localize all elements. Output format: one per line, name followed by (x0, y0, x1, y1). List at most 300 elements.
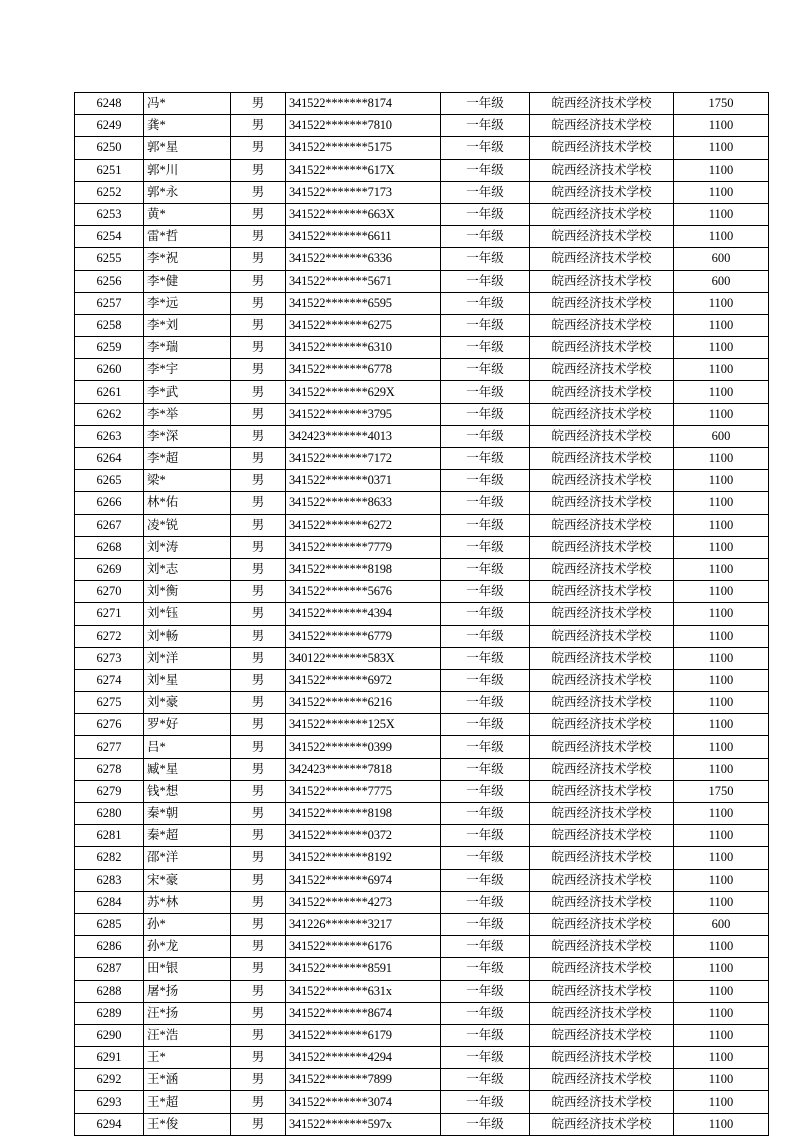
cell-name: 李*宇 (144, 359, 231, 381)
cell-sequence: 6286 (75, 936, 144, 958)
cell-school: 皖西经济技术学校 (530, 847, 674, 869)
cell-grade: 一年级 (441, 403, 530, 425)
cell-grade: 一年级 (441, 825, 530, 847)
cell-gender: 男 (231, 337, 286, 359)
table-row (75, 891, 769, 913)
cell-amount: 1100 (674, 292, 769, 314)
cell-grade: 一年级 (441, 714, 530, 736)
cell-id-number: 341522*******6272 (286, 514, 441, 536)
cell-id-number: 341522*******7172 (286, 448, 441, 470)
table-row (75, 625, 769, 647)
cell-gender: 男 (231, 470, 286, 492)
cell-sequence: 6275 (75, 692, 144, 714)
cell-school: 皖西经济技术学校 (530, 913, 674, 935)
table-row (75, 736, 769, 758)
cell-sequence: 6270 (75, 581, 144, 603)
cell-id-number: 341522*******6310 (286, 337, 441, 359)
cell-school: 皖西经济技术学校 (530, 203, 674, 225)
cell-name: 苏*林 (144, 891, 231, 913)
cell-sequence: 6251 (75, 159, 144, 181)
cell-sequence: 6272 (75, 625, 144, 647)
cell-sequence: 6258 (75, 314, 144, 336)
cell-name: 刘*志 (144, 558, 231, 580)
cell-grade: 一年级 (441, 203, 530, 225)
cell-school: 皖西经济技术学校 (530, 137, 674, 159)
cell-amount: 1100 (674, 1113, 769, 1135)
cell-sequence: 6266 (75, 492, 144, 514)
cell-amount: 1100 (674, 1002, 769, 1024)
table-row (75, 1002, 769, 1024)
cell-sequence: 6280 (75, 803, 144, 825)
cell-sequence: 6249 (75, 115, 144, 137)
cell-grade: 一年级 (441, 758, 530, 780)
table-row (75, 647, 769, 669)
cell-school: 皖西经济技术学校 (530, 159, 674, 181)
cell-sequence: 6281 (75, 825, 144, 847)
table-row (75, 115, 769, 137)
table-row (75, 780, 769, 802)
cell-gender: 男 (231, 1047, 286, 1069)
cell-id-number: 341522*******6275 (286, 314, 441, 336)
table-row (75, 381, 769, 403)
cell-grade: 一年级 (441, 470, 530, 492)
cell-gender: 男 (231, 203, 286, 225)
cell-amount: 1100 (674, 159, 769, 181)
cell-amount: 1100 (674, 1024, 769, 1046)
cell-school: 皖西经济技术学校 (530, 1047, 674, 1069)
table-row (75, 803, 769, 825)
table-body (75, 93, 769, 1136)
cell-gender: 男 (231, 558, 286, 580)
cell-name: 田*银 (144, 958, 231, 980)
cell-gender: 男 (231, 137, 286, 159)
cell-amount: 1750 (674, 93, 769, 115)
cell-gender: 男 (231, 1024, 286, 1046)
cell-id-number: 341522*******6176 (286, 936, 441, 958)
cell-grade: 一年级 (441, 913, 530, 935)
cell-sequence: 6290 (75, 1024, 144, 1046)
cell-gender: 男 (231, 1113, 286, 1135)
cell-name: 李*健 (144, 270, 231, 292)
cell-amount: 1100 (674, 847, 769, 869)
cell-amount: 1100 (674, 403, 769, 425)
cell-school: 皖西经济技术学校 (530, 869, 674, 891)
cell-name: 王*俊 (144, 1113, 231, 1135)
cell-grade: 一年级 (441, 1091, 530, 1113)
cell-school: 皖西经济技术学校 (530, 492, 674, 514)
cell-grade: 一年级 (441, 980, 530, 1002)
cell-id-number: 341522*******0372 (286, 825, 441, 847)
cell-grade: 一年级 (441, 1113, 530, 1135)
cell-id-number: 341522*******8674 (286, 1002, 441, 1024)
cell-school: 皖西经济技术学校 (530, 248, 674, 270)
table-row (75, 470, 769, 492)
cell-amount: 1100 (674, 581, 769, 603)
cell-school: 皖西经济技术学校 (530, 536, 674, 558)
cell-gender: 男 (231, 492, 286, 514)
student-subsidy-table (74, 92, 769, 1136)
cell-amount: 1750 (674, 780, 769, 802)
cell-sequence: 6274 (75, 669, 144, 691)
cell-amount: 1100 (674, 514, 769, 536)
cell-gender: 男 (231, 714, 286, 736)
cell-grade: 一年级 (441, 292, 530, 314)
cell-sequence: 6287 (75, 958, 144, 980)
cell-id-number: 341522*******631x (286, 980, 441, 1002)
cell-gender: 男 (231, 647, 286, 669)
cell-gender: 男 (231, 159, 286, 181)
cell-school: 皖西经济技术学校 (530, 891, 674, 913)
cell-gender: 男 (231, 425, 286, 447)
cell-sequence: 6294 (75, 1113, 144, 1135)
cell-id-number: 341522*******6974 (286, 869, 441, 891)
cell-sequence: 6250 (75, 137, 144, 159)
cell-sequence: 6267 (75, 514, 144, 536)
cell-amount: 1100 (674, 1069, 769, 1091)
cell-name: 李*刘 (144, 314, 231, 336)
cell-name: 汪*扬 (144, 1002, 231, 1024)
cell-amount: 1100 (674, 692, 769, 714)
cell-id-number: 341522*******6972 (286, 669, 441, 691)
cell-id-number: 341522*******4394 (286, 603, 441, 625)
cell-school: 皖西经济技术学校 (530, 1024, 674, 1046)
cell-amount: 1100 (674, 226, 769, 248)
cell-id-number: 341522*******7173 (286, 181, 441, 203)
cell-id-number: 341522*******6216 (286, 692, 441, 714)
cell-id-number: 341522*******4273 (286, 891, 441, 913)
table-row (75, 847, 769, 869)
cell-name: 刘*涛 (144, 536, 231, 558)
table-row (75, 669, 769, 691)
cell-amount: 1100 (674, 1047, 769, 1069)
cell-school: 皖西经济技术学校 (530, 403, 674, 425)
cell-amount: 1100 (674, 448, 769, 470)
cell-gender: 男 (231, 292, 286, 314)
cell-school: 皖西经济技术学校 (530, 270, 674, 292)
cell-amount: 600 (674, 913, 769, 935)
table-row (75, 226, 769, 248)
cell-name: 李*远 (144, 292, 231, 314)
table-row (75, 913, 769, 935)
cell-gender: 男 (231, 847, 286, 869)
cell-id-number: 341522*******7810 (286, 115, 441, 137)
cell-sequence: 6259 (75, 337, 144, 359)
table-row (75, 936, 769, 958)
cell-school: 皖西经济技术学校 (530, 514, 674, 536)
table-row (75, 869, 769, 891)
cell-sequence: 6273 (75, 647, 144, 669)
cell-grade: 一年级 (441, 625, 530, 647)
cell-id-number: 341522*******8591 (286, 958, 441, 980)
cell-gender: 男 (231, 270, 286, 292)
cell-sequence: 6256 (75, 270, 144, 292)
cell-gender: 男 (231, 736, 286, 758)
cell-gender: 男 (231, 891, 286, 913)
cell-name: 李*祝 (144, 248, 231, 270)
cell-gender: 男 (231, 93, 286, 115)
cell-grade: 一年级 (441, 1024, 530, 1046)
cell-grade: 一年级 (441, 803, 530, 825)
cell-id-number: 341522*******0371 (286, 470, 441, 492)
cell-amount: 1100 (674, 314, 769, 336)
cell-grade: 一年级 (441, 248, 530, 270)
cell-sequence: 6288 (75, 980, 144, 1002)
cell-grade: 一年级 (441, 425, 530, 447)
cell-sequence: 6285 (75, 913, 144, 935)
cell-name: 孙* (144, 913, 231, 935)
cell-grade: 一年级 (441, 669, 530, 691)
cell-grade: 一年级 (441, 359, 530, 381)
cell-sequence: 6264 (75, 448, 144, 470)
cell-gender: 男 (231, 603, 286, 625)
cell-name: 臧*星 (144, 758, 231, 780)
cell-school: 皖西经济技术学校 (530, 603, 674, 625)
cell-school: 皖西经济技术学校 (530, 958, 674, 980)
cell-sequence: 6278 (75, 758, 144, 780)
table-row (75, 514, 769, 536)
cell-sequence: 6265 (75, 470, 144, 492)
cell-name: 凌*锐 (144, 514, 231, 536)
cell-id-number: 341522*******0399 (286, 736, 441, 758)
cell-grade: 一年级 (441, 492, 530, 514)
cell-amount: 1100 (674, 137, 769, 159)
cell-id-number: 341522*******6611 (286, 226, 441, 248)
cell-amount: 1100 (674, 736, 769, 758)
cell-grade: 一年级 (441, 736, 530, 758)
cell-id-number: 341522*******629X (286, 381, 441, 403)
table-row (75, 603, 769, 625)
cell-school: 皖西经济技术学校 (530, 448, 674, 470)
cell-amount: 1100 (674, 536, 769, 558)
cell-grade: 一年级 (441, 558, 530, 580)
cell-sequence: 6252 (75, 181, 144, 203)
cell-school: 皖西经济技术学校 (530, 1091, 674, 1113)
cell-name: 梁* (144, 470, 231, 492)
cell-id-number: 341522*******125X (286, 714, 441, 736)
cell-sequence: 6282 (75, 847, 144, 869)
cell-sequence: 6248 (75, 93, 144, 115)
cell-grade: 一年级 (441, 536, 530, 558)
cell-sequence: 6283 (75, 869, 144, 891)
cell-amount: 1100 (674, 958, 769, 980)
cell-id-number: 342423*******4013 (286, 425, 441, 447)
cell-gender: 男 (231, 536, 286, 558)
cell-grade: 一年级 (441, 514, 530, 536)
cell-school: 皖西经济技术学校 (530, 936, 674, 958)
cell-gender: 男 (231, 758, 286, 780)
cell-school: 皖西经济技术学校 (530, 825, 674, 847)
cell-sequence: 6263 (75, 425, 144, 447)
cell-name: 龚* (144, 115, 231, 137)
cell-id-number: 341522*******8198 (286, 803, 441, 825)
cell-name: 秦*超 (144, 825, 231, 847)
table-row (75, 1024, 769, 1046)
cell-id-number: 341522*******6179 (286, 1024, 441, 1046)
cell-grade: 一年级 (441, 337, 530, 359)
cell-school: 皖西经济技术学校 (530, 1113, 674, 1135)
cell-gender: 男 (231, 181, 286, 203)
cell-sequence: 6268 (75, 536, 144, 558)
cell-school: 皖西经济技术学校 (530, 803, 674, 825)
cell-sequence: 6291 (75, 1047, 144, 1069)
cell-name: 孙*龙 (144, 936, 231, 958)
cell-amount: 1100 (674, 825, 769, 847)
cell-grade: 一年级 (441, 1069, 530, 1091)
cell-gender: 男 (231, 980, 286, 1002)
cell-name: 刘*钰 (144, 603, 231, 625)
cell-sequence: 6257 (75, 292, 144, 314)
cell-gender: 男 (231, 359, 286, 381)
cell-sequence: 6289 (75, 1002, 144, 1024)
cell-sequence: 6269 (75, 558, 144, 580)
cell-amount: 1100 (674, 470, 769, 492)
cell-grade: 一年级 (441, 891, 530, 913)
table-row (75, 536, 769, 558)
cell-name: 罗*好 (144, 714, 231, 736)
cell-amount: 600 (674, 270, 769, 292)
cell-gender: 男 (231, 803, 286, 825)
cell-grade: 一年级 (441, 93, 530, 115)
table-row (75, 425, 769, 447)
table-row (75, 292, 769, 314)
cell-sequence: 6261 (75, 381, 144, 403)
cell-name: 郭*永 (144, 181, 231, 203)
cell-id-number: 341226*******3217 (286, 913, 441, 935)
cell-grade: 一年级 (441, 115, 530, 137)
cell-sequence: 6293 (75, 1091, 144, 1113)
cell-gender: 男 (231, 958, 286, 980)
cell-id-number: 341522*******8633 (286, 492, 441, 514)
cell-school: 皖西经济技术学校 (530, 581, 674, 603)
cell-school: 皖西经济技术学校 (530, 115, 674, 137)
cell-grade: 一年级 (441, 448, 530, 470)
cell-school: 皖西经济技术学校 (530, 1002, 674, 1024)
table-row (75, 93, 769, 115)
cell-amount: 1100 (674, 936, 769, 958)
cell-gender: 男 (231, 248, 286, 270)
cell-amount: 1100 (674, 337, 769, 359)
cell-sequence: 6260 (75, 359, 144, 381)
cell-id-number: 341522*******3074 (286, 1091, 441, 1113)
cell-amount: 1100 (674, 492, 769, 514)
cell-sequence: 6292 (75, 1069, 144, 1091)
cell-school: 皖西经济技术学校 (530, 625, 674, 647)
cell-gender: 男 (231, 625, 286, 647)
cell-amount: 1100 (674, 891, 769, 913)
table-row (75, 359, 769, 381)
cell-grade: 一年级 (441, 270, 530, 292)
cell-sequence: 6262 (75, 403, 144, 425)
table-row (75, 581, 769, 603)
cell-school: 皖西经济技术学校 (530, 758, 674, 780)
cell-school: 皖西经济技术学校 (530, 647, 674, 669)
cell-school: 皖西经济技术学校 (530, 359, 674, 381)
cell-sequence: 6276 (75, 714, 144, 736)
cell-gender: 男 (231, 669, 286, 691)
table-row (75, 1113, 769, 1135)
cell-id-number: 341522*******8192 (286, 847, 441, 869)
cell-school: 皖西经济技术学校 (530, 736, 674, 758)
cell-grade: 一年级 (441, 226, 530, 248)
cell-name: 王* (144, 1047, 231, 1069)
cell-amount: 600 (674, 425, 769, 447)
cell-school: 皖西经济技术学校 (530, 1069, 674, 1091)
cell-name: 钱*想 (144, 780, 231, 802)
cell-name: 郭*川 (144, 159, 231, 181)
table-row (75, 825, 769, 847)
table-row (75, 1069, 769, 1091)
cell-amount: 1100 (674, 647, 769, 669)
table-row (75, 203, 769, 225)
cell-amount: 1100 (674, 669, 769, 691)
cell-name: 李*深 (144, 425, 231, 447)
cell-id-number: 342423*******7818 (286, 758, 441, 780)
cell-amount: 1100 (674, 181, 769, 203)
cell-name: 黄* (144, 203, 231, 225)
cell-name: 宋*豪 (144, 869, 231, 891)
cell-id-number: 341522*******8198 (286, 558, 441, 580)
cell-id-number: 341522*******6779 (286, 625, 441, 647)
cell-grade: 一年级 (441, 314, 530, 336)
cell-amount: 1100 (674, 203, 769, 225)
cell-grade: 一年级 (441, 581, 530, 603)
table-row (75, 758, 769, 780)
cell-amount: 1100 (674, 359, 769, 381)
cell-id-number: 341522*******5175 (286, 137, 441, 159)
cell-amount: 1100 (674, 558, 769, 580)
cell-school: 皖西经济技术学校 (530, 226, 674, 248)
cell-gender: 男 (231, 314, 286, 336)
cell-name: 郭*星 (144, 137, 231, 159)
cell-school: 皖西经济技术学校 (530, 337, 674, 359)
cell-school: 皖西经济技术学校 (530, 470, 674, 492)
cell-name: 吕* (144, 736, 231, 758)
cell-gender: 男 (231, 1002, 286, 1024)
cell-sequence: 6255 (75, 248, 144, 270)
cell-grade: 一年级 (441, 159, 530, 181)
cell-amount: 1100 (674, 603, 769, 625)
table-row (75, 714, 769, 736)
cell-amount: 1100 (674, 1091, 769, 1113)
cell-amount: 1100 (674, 381, 769, 403)
cell-grade: 一年级 (441, 1047, 530, 1069)
cell-name: 李*举 (144, 403, 231, 425)
table-row (75, 181, 769, 203)
cell-name: 刘*洋 (144, 647, 231, 669)
cell-id-number: 341522*******7779 (286, 536, 441, 558)
table-row (75, 558, 769, 580)
cell-name: 刘*衡 (144, 581, 231, 603)
table-row (75, 958, 769, 980)
cell-school: 皖西经济技术学校 (530, 980, 674, 1002)
cell-grade: 一年级 (441, 647, 530, 669)
cell-name: 刘*豪 (144, 692, 231, 714)
cell-id-number: 341522*******5671 (286, 270, 441, 292)
cell-amount: 1100 (674, 869, 769, 891)
cell-gender: 男 (231, 913, 286, 935)
table-row (75, 248, 769, 270)
cell-gender: 男 (231, 825, 286, 847)
cell-amount: 1100 (674, 714, 769, 736)
cell-school: 皖西经济技术学校 (530, 93, 674, 115)
cell-school: 皖西经济技术学校 (530, 314, 674, 336)
cell-gender: 男 (231, 514, 286, 536)
table-row (75, 137, 769, 159)
cell-id-number: 341522*******6336 (286, 248, 441, 270)
table-row (75, 1047, 769, 1069)
cell-grade: 一年级 (441, 936, 530, 958)
cell-amount: 1100 (674, 625, 769, 647)
